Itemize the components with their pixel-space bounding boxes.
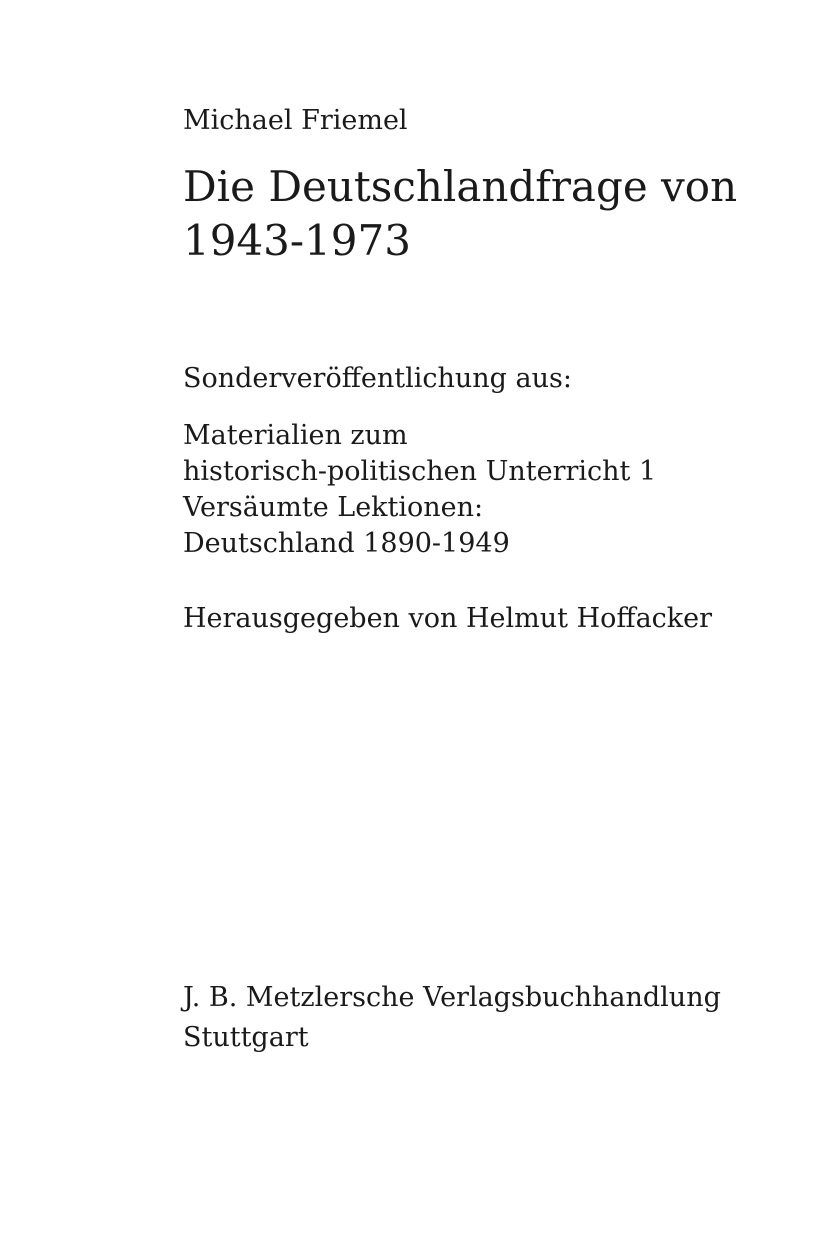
- special-publication-intro: Sonderveröffentlichung aus:: [183, 363, 572, 394]
- series-line-1: Materialien zum: [183, 420, 408, 451]
- publisher-name: J. B. Metzlersche Verlagsbuchhandlung: [183, 982, 721, 1013]
- author-name: Michael Friemel: [183, 105, 408, 136]
- book-title: [183, 160, 737, 268]
- publisher-information: [183, 978, 721, 1058]
- publisher-city: Stuttgart: [183, 1022, 309, 1053]
- series-line-3: Versäumte Lektionen:: [183, 492, 484, 523]
- editor-line: Herausgegeben von Helmut Hoffacker: [183, 603, 713, 634]
- series-line-4: Deutschland 1890-1949: [183, 528, 510, 559]
- series-information: [183, 418, 656, 562]
- book-title-line-2: 1943-1973: [183, 216, 411, 265]
- series-line-2: historisch-politischen Unterricht 1: [183, 456, 657, 487]
- book-title-line-1: Die Deutschlandfrage von: [183, 162, 738, 211]
